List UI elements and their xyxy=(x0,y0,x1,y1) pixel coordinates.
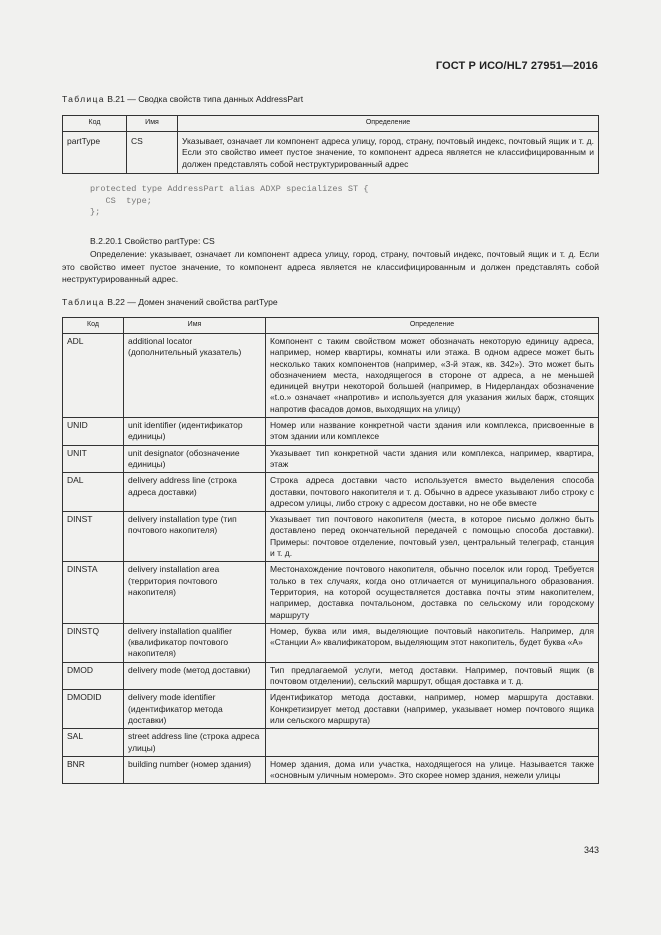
section-definition: Определение: указывает, означает ли компонент адреса улицу, город, страну, почтовый индекс, почтовый ящик и т. д. Если это свойство имеет пустое значение, то компонент адреса является не классифицированным и должен представлять собой неструктурированный адрес. xyxy=(62,249,599,284)
cell-definition: Номер или название конкретной части здания или комплекса, присвоенные в этом здании или комплексе xyxy=(266,418,599,446)
cell-code: BNR xyxy=(63,756,124,784)
column-header-name: Имя xyxy=(124,318,266,334)
cell-definition: Указывает, означает ли компонент адреса улицу, город, страну, почтовый индекс, почтовый ящик и т. д. Если это свойство имеет пустое значение, то компонент адреса является не классифицированным и должен представлять собой неструктурированный адрес xyxy=(178,132,599,174)
table-row xyxy=(63,512,599,562)
code-line: protected type AddressPart alias ADXP specializes ST { xyxy=(90,184,369,194)
caption-text: В.21 — Сводка свойств типа данных AddressPart xyxy=(107,94,304,104)
table-header-row xyxy=(63,318,599,334)
caption-label: Таблица xyxy=(62,94,105,104)
cell-name: delivery mode identifier (идентификатор метода доставки) xyxy=(124,690,266,729)
table-row xyxy=(63,756,599,784)
document-id: ГОСТ Р ИСО/HL7 27951—2016 xyxy=(435,60,598,72)
cell-name: building number (номер здания) xyxy=(124,756,266,784)
section-title: В.2.20.1 Свойство partType: CS xyxy=(90,236,215,246)
cell-definition: Указывает тип почтового накопителя (места, в которое письмо должно быть доставлено перед окончательной передачей с помощью способа доставки). Примеры: почтовое отделение, почтовый узел, центральный телеграф, станция и т. д. xyxy=(266,512,599,562)
table-row xyxy=(63,334,599,418)
table-b22 xyxy=(62,317,599,784)
column-header-definition: Определение xyxy=(266,318,599,334)
column-header-name: Имя xyxy=(127,116,178,132)
cell-code: SAL xyxy=(63,729,124,757)
cell-code: partType xyxy=(63,132,127,174)
table-row xyxy=(63,473,599,512)
caption-text: В.22 — Домен значений свойства partType xyxy=(107,297,278,307)
cell-code: DINSTA xyxy=(63,562,124,623)
column-header-code: Код xyxy=(63,318,124,334)
cell-name: delivery installation type (тип почтового накопителя) xyxy=(124,512,266,562)
code-line: CS type; xyxy=(90,195,152,206)
cell-name: CS xyxy=(127,132,178,174)
cell-definition: Строка адреса доставки часто используется вместо выделения способа доставки, почтового накопителя и т. д. Обычно в адресе указывают либо строку с адресом улицы, либо строку с адресом доставки, но не обе вместе xyxy=(266,473,599,512)
cell-code: DMODID xyxy=(63,690,124,729)
table-row xyxy=(63,690,599,729)
cell-definition: Идентификатор метода доставки, например, номер маршрута доставки. Конкретизирует метод доставки (например, указывает номер почтового ящика или сельского маршрута) xyxy=(266,690,599,729)
cell-name: delivery installation area (территория почтового накопителя) xyxy=(124,562,266,623)
cell-code: DINSTQ xyxy=(63,623,124,662)
code-block xyxy=(90,184,368,219)
table-row xyxy=(63,132,599,174)
cell-name: delivery installation qualifier (квалификатор почтового накопителя) xyxy=(124,623,266,662)
cell-definition: Компонент с таким свойством может обозначать некоторую единицу адреса, например, номер квартиры, комнаты или этажа. В одном адресе может быть несколько таких компонентов (например, «3-й этаж, кв. 342»). Это может быть обозначением места, находящегося в стороне от адреса, а не меньшей единицей внутри некоторой большей (например, в Нидерландах обозначение «t.o.» означает «напротив» и используется для указания жилых барж, стоящих напротив фасадов домов, выходящих на улицу) xyxy=(266,334,599,418)
table-row xyxy=(63,662,599,690)
cell-name: delivery address line (строка адреса доставки) xyxy=(124,473,266,512)
column-header-code: Код xyxy=(63,116,127,132)
cell-code: UNIT xyxy=(63,445,124,473)
table-row xyxy=(63,729,599,757)
table-b22-caption xyxy=(62,297,278,307)
table-row xyxy=(63,445,599,473)
page-number: 343 xyxy=(583,845,599,855)
cell-code: DMOD xyxy=(63,662,124,690)
table-row xyxy=(63,562,599,623)
table-b21 xyxy=(62,115,599,174)
cell-name: unit identifier (идентификатор единицы) xyxy=(124,418,266,446)
cell-name: street address line (строка адреса улицы) xyxy=(124,729,266,757)
table-header-row xyxy=(63,116,599,132)
cell-definition: Тип предлагаемой услуги, метод доставки. Например, почтовый ящик (в почтовом отделении), сельский маршрут, общая доставка и т. д. xyxy=(266,662,599,690)
cell-name: additional locator (дополнительный указатель) xyxy=(124,334,266,418)
table-b21-caption xyxy=(62,94,303,104)
caption-label: Таблица xyxy=(62,297,105,307)
cell-code: DINST xyxy=(63,512,124,562)
cell-code: ADL xyxy=(63,334,124,418)
cell-definition: Номер здания, дома или участка, находящегося на улице. Называется также «основным уличным номером». Это скорее номер здания, нежели улицы xyxy=(266,756,599,784)
table-row xyxy=(63,418,599,446)
cell-definition: Номер, буква или имя, выделяющие почтовый накопитель. Например, для «Станции А» квалификатором, выделяющим этот накопитель, будет буква «А» xyxy=(266,623,599,662)
cell-code: DAL xyxy=(63,473,124,512)
column-header-definition: Определение xyxy=(178,116,599,132)
cell-definition xyxy=(266,729,599,757)
cell-name: delivery mode (метод доставки) xyxy=(124,662,266,690)
cell-name: unit designator (обозначение единицы) xyxy=(124,445,266,473)
cell-definition: Указывает тип конкретной части здания или комплекса, например, квартира, этаж xyxy=(266,445,599,473)
table-row xyxy=(63,623,599,662)
cell-definition: Местонахождение почтового накопителя, обычно поселок или город. Требуется только в тех случаях, когда оно отличается от муниципального образования. Территория, на которой осуществляется доставка почты этим накопителем, например, доставка почтальоном, доставка по сельскому или городскому маршруту xyxy=(266,562,599,623)
code-line: }; xyxy=(90,207,101,217)
cell-code: UNID xyxy=(63,418,124,446)
